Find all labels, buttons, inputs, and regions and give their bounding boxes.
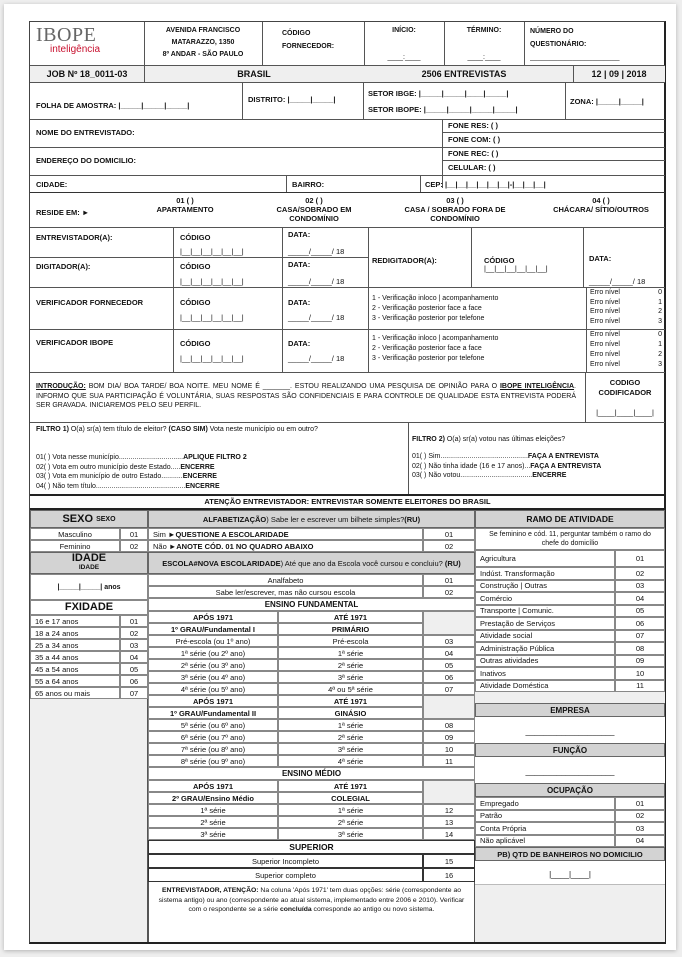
code-blank bbox=[423, 611, 475, 635]
ginasio-header: GINÁSIO bbox=[278, 707, 423, 719]
error-value: 1 bbox=[658, 298, 662, 306]
activity-code: 04 bbox=[615, 592, 665, 605]
sex-header bbox=[30, 510, 148, 528]
ibope-verifier-code-label: CÓDIGO bbox=[180, 339, 211, 348]
option-text: 03( ) Não votou..................................... bbox=[412, 472, 533, 479]
activity-code: 09 bbox=[615, 655, 665, 668]
code-blank bbox=[423, 780, 475, 804]
education-code: 11 bbox=[423, 755, 475, 767]
education-option[interactable]: 4ª série (ou 5º ano) bbox=[148, 683, 278, 695]
filter-2-option[interactable] bbox=[412, 452, 664, 462]
age-range-header: FXIDADE bbox=[30, 600, 148, 615]
interview-count: 2506 ENTREVISTAS bbox=[421, 69, 507, 79]
age-range-code: 07 bbox=[120, 687, 148, 699]
education-option[interactable]: 2ª série (ou 3º ano) bbox=[148, 659, 278, 671]
filter-2-option[interactable] bbox=[412, 471, 664, 481]
activity-option[interactable]: Outras atividades bbox=[475, 655, 615, 668]
education-option[interactable]: 4ª série bbox=[278, 755, 423, 767]
option-text: 01( ) Vota nesse município................................. bbox=[36, 454, 184, 461]
error-level-row[interactable] bbox=[590, 340, 662, 350]
filter-1-question bbox=[36, 425, 404, 435]
error-label: Erro nível bbox=[590, 351, 620, 358]
header-subtitle: IDADE bbox=[78, 564, 100, 571]
colegial-header: COLEGIAL bbox=[278, 792, 423, 804]
supplier-verifier-date-field[interactable]: _____/_____/ 18 bbox=[288, 313, 345, 322]
company-header: EMPRESA bbox=[475, 703, 665, 717]
header-title: IDADE bbox=[71, 552, 107, 564]
residence-label: RESIDE EM: ► bbox=[36, 208, 90, 217]
filter-1-option[interactable] bbox=[36, 472, 404, 482]
interviewer-label: ENTREVISTADOR(A): bbox=[36, 233, 113, 242]
activity-code: 11 bbox=[615, 680, 665, 693]
residence-option-4[interactable] bbox=[540, 196, 662, 214]
error-level-row[interactable] bbox=[590, 360, 662, 370]
option-action: ENCERRE bbox=[532, 472, 567, 479]
option-action: FAÇA A ENTREVISTA bbox=[530, 462, 602, 470]
home-phone-field[interactable]: FONE RES: ( ) bbox=[448, 121, 498, 130]
education-code: 15 bbox=[423, 854, 475, 868]
activity-option[interactable]: Transporte | Comunic. bbox=[475, 605, 615, 618]
activity-sector-header: RAMO DE ATIVIDADE bbox=[475, 510, 665, 528]
occupation-option[interactable]: Conta Própria bbox=[475, 822, 615, 835]
typist-date-field[interactable]: _____/_____/ 18 bbox=[288, 277, 345, 286]
primario-header: PRIMÁRIO bbox=[278, 623, 423, 635]
company-address bbox=[144, 25, 262, 61]
filter-2-options bbox=[412, 452, 664, 481]
literacy-option-no[interactable] bbox=[148, 540, 423, 552]
activity-code: 10 bbox=[615, 667, 665, 680]
option-text: 02( ) Vota em outro município deste Estado..... bbox=[36, 463, 181, 471]
age-range-code: 04 bbox=[120, 651, 148, 663]
supplier-verification-options bbox=[372, 294, 498, 324]
activity-option[interactable]: Comércio bbox=[475, 592, 615, 605]
bathrooms-field[interactable]: |____|____| bbox=[475, 861, 665, 885]
form-frame bbox=[29, 21, 666, 944]
retypist-date-field[interactable]: _____/_____/ 18 bbox=[589, 277, 646, 286]
activity-code: 06 bbox=[615, 617, 665, 630]
age-range-code: 05 bbox=[120, 663, 148, 675]
intro-text-part: . INFORMO QUE SUA PARTICIPAÇÃO É VOLUNTÁRIA, SUAS RESPOSTAS SÃO CONFIDENCIAIS E PARA CONTROLE DE QUALIDADE ESTA ENTREVISTA PODERÁ SER GRAVADA. INICIAREMOS PELO SEU PERFIL. bbox=[36, 383, 576, 409]
age-range-code: 01 bbox=[120, 615, 148, 627]
neighborhood-field[interactable]: BAIRRO: bbox=[292, 180, 325, 189]
supplier-error-levels bbox=[590, 288, 662, 326]
education-code: 01 bbox=[423, 574, 475, 586]
option-action: ENCERRE bbox=[182, 473, 217, 480]
education-option[interactable]: 3ª série bbox=[148, 828, 278, 840]
residence-option-1[interactable] bbox=[130, 196, 240, 214]
education-option[interactable]: Analfabeto bbox=[148, 574, 423, 586]
interviewer-code-label: CÓDIGO bbox=[180, 233, 211, 242]
education-header bbox=[148, 552, 475, 574]
education-code: 14 bbox=[423, 828, 475, 840]
occupation-code: 02 bbox=[615, 810, 665, 823]
education-code: 05 bbox=[423, 659, 475, 671]
residence-option-3[interactable] bbox=[390, 196, 520, 223]
age-range-option[interactable]: 65 anos ou mais bbox=[30, 687, 120, 699]
age-field[interactable]: |_____|_____| anos bbox=[30, 574, 148, 600]
ibope-verifier-code-field[interactable]: |__|__|__|__|__|__| bbox=[180, 354, 244, 363]
error-level-row[interactable] bbox=[590, 307, 662, 317]
filter-condition: (CASO SIM) bbox=[168, 426, 208, 433]
education-option[interactable]: 3ª série bbox=[278, 828, 423, 840]
ibope-error-levels bbox=[590, 330, 662, 370]
questionnaire-page bbox=[4, 4, 676, 950]
header-text: ) Até que ano da Escola você cursou e concluiu? bbox=[280, 558, 445, 568]
education-option[interactable]: 4ª ou 5ª série bbox=[278, 683, 423, 695]
message-phone-field[interactable]: FONE REC: ( ) bbox=[448, 149, 499, 158]
occupation-option[interactable]: Não aplicável bbox=[475, 835, 615, 848]
job-date: 12 | 09 | 2018 bbox=[591, 69, 647, 79]
header-bold: ESCOLA#NOVA ESCOLARIDADE bbox=[162, 558, 281, 568]
intro-brand: IBOPE INTELIGÊNCIA bbox=[499, 383, 575, 390]
education-code: 10 bbox=[423, 743, 475, 755]
before-1971-header: ATÉ 1971 bbox=[278, 780, 423, 792]
error-value: 2 bbox=[658, 308, 662, 315]
sex-option-female[interactable]: Feminino bbox=[30, 540, 120, 552]
after-1971-header: APÓS 1971 bbox=[148, 611, 278, 623]
before-1971-header: ATÉ 1971 bbox=[278, 611, 423, 623]
filter-1-option[interactable] bbox=[36, 482, 404, 492]
fundamental-1-header: 1º GRAU/Fundamental I bbox=[148, 623, 278, 635]
high-school-2nd-grade-header: 2º GRAU/Ensino Médio bbox=[148, 792, 278, 804]
header-ru: (RU) bbox=[404, 514, 421, 524]
error-level-row[interactable] bbox=[590, 288, 662, 298]
ibope-sector-field[interactable]: SETOR IBOPE: |_____|_____|_____|_____| bbox=[368, 105, 518, 114]
activity-option[interactable]: Administração Pública bbox=[475, 642, 615, 655]
note-text: Na coluna 'Após 1971' tem duas opções: série (correspondente ao sistema antigo) ou ano (correspondente ao atual sistema, implementado entre 2006 e 2010). Verificar com o respondente se a série bbox=[158, 887, 465, 913]
literacy-code: 01 bbox=[423, 528, 475, 540]
job-function-field[interactable]: ____________________ bbox=[475, 757, 665, 783]
education-note bbox=[148, 882, 475, 943]
occupation-option[interactable]: Empregado bbox=[475, 797, 615, 810]
interviewer-date-field[interactable]: _____/_____/ 18 bbox=[288, 247, 345, 256]
error-value: 3 bbox=[658, 317, 662, 325]
education-option[interactable]: 2ª série bbox=[278, 731, 423, 743]
address-field[interactable]: ENDEREÇO DO DOMICILIO: bbox=[36, 156, 137, 165]
residence-option-2[interactable] bbox=[258, 196, 370, 223]
header-text: ) Sabe ler e escrever um bilhete simples? bbox=[266, 514, 405, 524]
education-option[interactable]: Pré-escola bbox=[278, 635, 423, 647]
filter-1-option[interactable] bbox=[36, 463, 404, 473]
note-text: corresponde ao antigo ou novo sistema. bbox=[311, 906, 435, 913]
education-option[interactable]: 1ª série bbox=[278, 719, 423, 731]
education-option[interactable]: Superior Incompleto bbox=[148, 854, 423, 868]
header-subtitle: SEXO bbox=[96, 515, 116, 523]
sample-sheet-field[interactable]: FOLHA DE AMOSTRA: |_____|_____|_____| bbox=[36, 101, 190, 110]
verification-option[interactable]: 1 - Verificação inloco | acompanhamento bbox=[372, 295, 499, 302]
retypist-code-label: CÓDIGO bbox=[484, 256, 515, 265]
ibope-verification-options bbox=[372, 334, 498, 364]
job-function-header: FUNÇÃO bbox=[475, 743, 665, 757]
header-ru: (RU) bbox=[444, 558, 461, 568]
education-code: 07 bbox=[423, 683, 475, 695]
filter-label: FILTRO 2) bbox=[412, 436, 445, 443]
education-option[interactable]: 3ª série bbox=[278, 671, 423, 683]
respondent-name-field[interactable]: NOME DO ENTREVISTADO: bbox=[36, 128, 135, 137]
occupation-code: 03 bbox=[615, 822, 665, 835]
note-bold: concluída bbox=[279, 906, 312, 913]
option-label: APARTAMENTO bbox=[156, 205, 214, 214]
label-line: QUESTIONÁRIO: bbox=[530, 41, 587, 48]
error-value: 0 bbox=[658, 331, 662, 338]
error-label: Erro nível bbox=[590, 308, 620, 315]
zone-field[interactable]: ZONA: |_____|_____| bbox=[570, 97, 644, 106]
age-range-option[interactable]: 25 a 34 anos bbox=[30, 639, 120, 651]
activity-option[interactable]: Agricultura bbox=[475, 550, 615, 567]
option-label: ANOTE CÓD. 01 NO QUADRO ABAIXO bbox=[176, 541, 314, 551]
questionnaire-number-field[interactable]: _______________________ bbox=[530, 54, 620, 61]
retypist-code-field[interactable]: |__|__|__|__|__|__| bbox=[484, 264, 548, 273]
option-text: 01( ) Sim............................................. bbox=[412, 453, 528, 460]
education-code: 06 bbox=[423, 671, 475, 683]
activity-option[interactable]: Indúst. Transformação bbox=[475, 567, 615, 580]
label-line: CÓDIGO bbox=[282, 30, 311, 37]
education-code: 13 bbox=[423, 816, 475, 828]
activity-code: 08 bbox=[615, 642, 665, 655]
literacy-header bbox=[148, 510, 475, 528]
activity-code: 07 bbox=[615, 630, 665, 643]
activity-option[interactable]: Prestação de Serviços bbox=[475, 617, 615, 630]
ibope-logo bbox=[36, 24, 146, 64]
logo-main: IBOPE bbox=[36, 24, 97, 46]
occupation-code: 01 bbox=[615, 797, 665, 810]
supplier-code-label bbox=[282, 27, 372, 53]
verification-option[interactable]: 1 - Verificação inloco | acompanhamento bbox=[372, 335, 499, 342]
option-action: ENCERRE bbox=[185, 482, 220, 490]
education-option[interactable]: 3ª série (ou 4º ano) bbox=[148, 671, 278, 683]
country: BRASIL bbox=[237, 69, 271, 79]
coder-code-label: CODIGO CODIFICADOR bbox=[598, 378, 652, 397]
option-text: 04( ) Não tem título.............................................. bbox=[36, 482, 186, 490]
higher-education-header: SUPERIOR bbox=[148, 840, 475, 854]
label-line: NÚMERO DO bbox=[530, 28, 574, 35]
age-range-option[interactable]: 16 e 17 anos bbox=[30, 615, 120, 627]
verification-option[interactable]: 3 - Verificação posterior por telefone bbox=[372, 355, 485, 362]
filter-question: Vota neste município ou em outro? bbox=[207, 426, 318, 433]
ibge-sector-field[interactable]: SETOR IBGE: |_____|_____|____|_____| bbox=[368, 89, 509, 98]
education-code: 08 bbox=[423, 719, 475, 731]
activity-code: 05 bbox=[615, 605, 665, 618]
age-range-option[interactable]: 35 a 44 anos bbox=[30, 651, 120, 663]
verification-option[interactable]: 2 - Verificação posterior face a face bbox=[372, 345, 482, 352]
activity-option[interactable]: Atividade social bbox=[475, 630, 615, 643]
job-number: JOB Nº 18_0011-03 bbox=[46, 69, 128, 79]
error-label: Erro nível bbox=[590, 289, 620, 296]
start-time-label: INÍCIO: bbox=[392, 27, 416, 34]
interviewer-date-label: DATA: bbox=[288, 230, 311, 239]
filter-label: FILTRO 1) bbox=[36, 426, 69, 433]
end-time-field[interactable]: ____:____ bbox=[467, 54, 501, 61]
filter-1-option[interactable] bbox=[36, 453, 404, 463]
age-header bbox=[30, 552, 148, 574]
error-level-row[interactable] bbox=[590, 298, 662, 308]
option-code: 02 ( ) bbox=[305, 196, 323, 205]
error-label: Erro nível bbox=[590, 341, 620, 348]
option-prefix: Sim ► bbox=[153, 529, 176, 539]
activity-code: 01 bbox=[615, 550, 665, 567]
education-option[interactable]: 2ª série bbox=[278, 659, 423, 671]
retypist-date-label: DATA: bbox=[589, 254, 612, 263]
filter-1-options bbox=[36, 453, 404, 491]
bathrooms-header: PB) QTD DE BANHEIROS NO DOMICILIO bbox=[475, 847, 665, 861]
typist-code-field[interactable]: |__|__|__|__|__|__| bbox=[180, 277, 244, 286]
activity-option[interactable]: Atividade Doméstica bbox=[475, 680, 615, 693]
age-range-option[interactable]: 55 a 64 anos bbox=[30, 675, 120, 687]
supplier-verifier-date-label: DATA: bbox=[288, 298, 311, 307]
filter-2-question bbox=[412, 436, 662, 443]
education-option[interactable]: Superior completo bbox=[148, 868, 423, 882]
error-value: 2 bbox=[658, 351, 662, 358]
ibope-verifier-date-field[interactable]: _____/_____/ 18 bbox=[288, 354, 345, 363]
typist-code-label: CÓDIGO bbox=[180, 262, 211, 271]
activity-option[interactable]: Construção | Outras bbox=[475, 580, 615, 593]
education-option[interactable]: 1ª série bbox=[148, 804, 278, 816]
intro-label: INTRODUÇÃO: bbox=[36, 383, 86, 390]
occupation-code: 04 bbox=[615, 835, 665, 848]
address-line: 8º ANDAR - SÃO PAULO bbox=[162, 51, 244, 58]
literacy-code: 02 bbox=[423, 540, 475, 552]
option-text: 03( ) Vota em município de outro Estado........... bbox=[36, 473, 183, 480]
district-field[interactable]: DISTRITO: |_____|_____| bbox=[248, 95, 336, 104]
activity-option[interactable]: Inativos bbox=[475, 667, 615, 680]
zip-code-field[interactable]: CEP: |__|__|__|__|__|__|-|__|__|__| bbox=[425, 180, 546, 189]
ibope-verifier-date-label: DATA: bbox=[288, 339, 311, 348]
error-label: Erro nível bbox=[590, 331, 620, 338]
company-field[interactable]: ____________________ bbox=[475, 717, 665, 743]
education-option[interactable]: 1ª série bbox=[278, 804, 423, 816]
activity-code: 03 bbox=[615, 580, 665, 593]
education-option[interactable]: 2ª série bbox=[148, 816, 278, 828]
after-1971-header: APÓS 1971 bbox=[148, 695, 278, 707]
option-label: QUESTIONE A ESCOLARIDADE bbox=[175, 529, 289, 539]
age-range-code: 03 bbox=[120, 639, 148, 651]
verification-option[interactable]: 2 - Verificação posterior face a face bbox=[372, 305, 482, 312]
sex-code: 02 bbox=[120, 540, 148, 552]
filter-question: O(a) sr(a) tem título de eleitor? bbox=[68, 426, 169, 433]
error-level-row[interactable] bbox=[590, 350, 662, 360]
before-1971-header: ATÉ 1971 bbox=[278, 695, 423, 707]
sex-option-male[interactable]: Masculino bbox=[30, 528, 120, 540]
after-1971-header: APÓS 1971 bbox=[148, 780, 278, 792]
option-label: CASA/SOBRADO EM CONDOMÍNIO bbox=[276, 205, 352, 223]
option-code: 03 ( ) bbox=[446, 196, 464, 205]
header-title: SEXO bbox=[62, 513, 94, 525]
error-value: 0 bbox=[658, 289, 662, 296]
error-label: Erro nível bbox=[590, 317, 620, 325]
education-option[interactable]: 3ª série bbox=[278, 743, 423, 755]
option-code: 01 ( ) bbox=[176, 196, 194, 205]
education-option[interactable]: 5ª série (ou 6º ano) bbox=[148, 719, 278, 731]
education-option[interactable]: 2ª série bbox=[278, 816, 423, 828]
education-option[interactable]: 1ª série bbox=[278, 647, 423, 659]
error-value: 3 bbox=[658, 361, 662, 368]
end-time-label: TÉRMINO: bbox=[466, 27, 502, 34]
questionnaire-number-label bbox=[530, 25, 660, 51]
note-bold: ENTREVISTADOR, ATENÇÃO: bbox=[161, 887, 259, 894]
education-option[interactable]: Pré-escola (ou 1º ano) bbox=[148, 635, 278, 647]
coder-code-field[interactable]: |____|____|____| bbox=[596, 408, 654, 417]
literacy-option-yes[interactable] bbox=[148, 528, 423, 540]
option-action: ENCERRE bbox=[180, 463, 215, 471]
mobile-phone-field[interactable]: CELULAR: ( ) bbox=[448, 163, 496, 172]
activity-code: 02 bbox=[615, 567, 665, 580]
option-code: 04 ( ) bbox=[592, 196, 610, 205]
attention-banner: ATENÇÃO ENTREVISTADOR: ENTREVISTAR SOMENTE ELEITORES DO BRASIL bbox=[30, 494, 665, 510]
activity-sector-note: Se feminino e cód. 11, perguntar também o ramo do chefe do domicílio bbox=[475, 528, 665, 550]
label-line: FORNECEDOR: bbox=[282, 43, 335, 50]
education-option[interactable]: Sabe ler/escrever, mas não cursou escola bbox=[148, 586, 423, 598]
interviewer-code-field[interactable]: |__|__|__|__|__|__| bbox=[180, 247, 244, 256]
age-range-option[interactable]: 18 a 24 anos bbox=[30, 627, 120, 639]
error-label: Erro nível bbox=[590, 298, 620, 306]
education-code: 04 bbox=[423, 647, 475, 659]
error-level-row[interactable] bbox=[590, 317, 662, 327]
address-line: AVENIDA FRANCISCO bbox=[165, 27, 241, 34]
supplier-verifier-code-label: CÓDIGO bbox=[180, 298, 211, 307]
education-code: 09 bbox=[423, 731, 475, 743]
code-blank bbox=[423, 695, 475, 719]
education-code: 12 bbox=[423, 804, 475, 816]
error-label: Erro nível bbox=[590, 361, 620, 368]
fundamental-header: ENSINO FUNDAMENTAL bbox=[148, 598, 475, 611]
option-action: FAÇA A ENTREVISTA bbox=[527, 453, 599, 460]
supplier-verifier-label: VERIFICADOR FORNECEDOR bbox=[36, 298, 144, 307]
education-code: 03 bbox=[423, 635, 475, 647]
filter-2-option[interactable] bbox=[412, 462, 664, 472]
header-bold: ALFABETIZAÇÃO bbox=[202, 514, 267, 524]
option-text: 02( ) Não tinha idade (16 e 17 anos)... bbox=[412, 462, 531, 470]
education-code: 02 bbox=[423, 586, 475, 598]
supplier-verifier-code-field[interactable]: |__|__|__|__|__|__| bbox=[180, 313, 244, 322]
sex-code: 01 bbox=[120, 528, 148, 540]
typist-date-label: DATA: bbox=[288, 260, 311, 269]
intro-text-part: BOM DIA/ BOA TARDE/ BOA NOITE. MEU NOME É _______. ESTOU REALIZANDO UMA PESQUISA DE OPINIÃO PARA O bbox=[85, 383, 500, 390]
education-option[interactable]: 1ª série (ou 2º ano) bbox=[148, 647, 278, 659]
education-option[interactable]: 8ª série (ou 9º ano) bbox=[148, 755, 278, 767]
retypist-label: REDIGITADOR(A): bbox=[372, 256, 437, 265]
high-school-header: ENSINO MÉDIO bbox=[148, 767, 475, 780]
option-label: CASA / SOBRADO FORA DE CONDOMÍNIO bbox=[404, 205, 506, 223]
error-level-row[interactable] bbox=[590, 330, 662, 340]
age-range-code: 06 bbox=[120, 675, 148, 687]
work-phone-field[interactable]: FONE COM: ( ) bbox=[448, 135, 501, 144]
age-range-code: 02 bbox=[120, 627, 148, 639]
fundamental-2-header: 1º GRAU/Fundamental II bbox=[148, 707, 278, 719]
introduction-text bbox=[36, 382, 576, 411]
typist-label: DIGITADOR(A): bbox=[36, 262, 91, 271]
education-option[interactable]: 6ª série (ou 7º ano) bbox=[148, 731, 278, 743]
start-time-field[interactable]: ____:____ bbox=[387, 54, 421, 61]
verification-option[interactable]: 3 - Verificação posterior por telefone bbox=[372, 315, 485, 322]
option-prefix: Não ► bbox=[153, 541, 177, 551]
error-value: 1 bbox=[658, 341, 662, 348]
address-line: MATARAZZO, 1350 bbox=[171, 39, 235, 46]
age-range-option[interactable]: 45 a 54 anos bbox=[30, 663, 120, 675]
filter-question: O(a) sr(a) votou nas últimas eleições? bbox=[444, 436, 566, 443]
city-field[interactable]: CIDADE: bbox=[36, 180, 68, 189]
occupation-option[interactable]: Patrão bbox=[475, 810, 615, 823]
option-action: APLIQUE FILTRO 2 bbox=[183, 454, 247, 461]
education-code: 16 bbox=[423, 868, 475, 882]
ibope-verifier-label: VERIFICADOR IBOPE bbox=[36, 338, 114, 347]
option-label: CHÁCARA/ SÍTIO/OUTROS bbox=[553, 205, 649, 214]
logo-sub: inteligência bbox=[50, 44, 101, 55]
education-option[interactable]: 7ª série (ou 8º ano) bbox=[148, 743, 278, 755]
occupation-header: OCUPAÇÃO bbox=[475, 783, 665, 797]
